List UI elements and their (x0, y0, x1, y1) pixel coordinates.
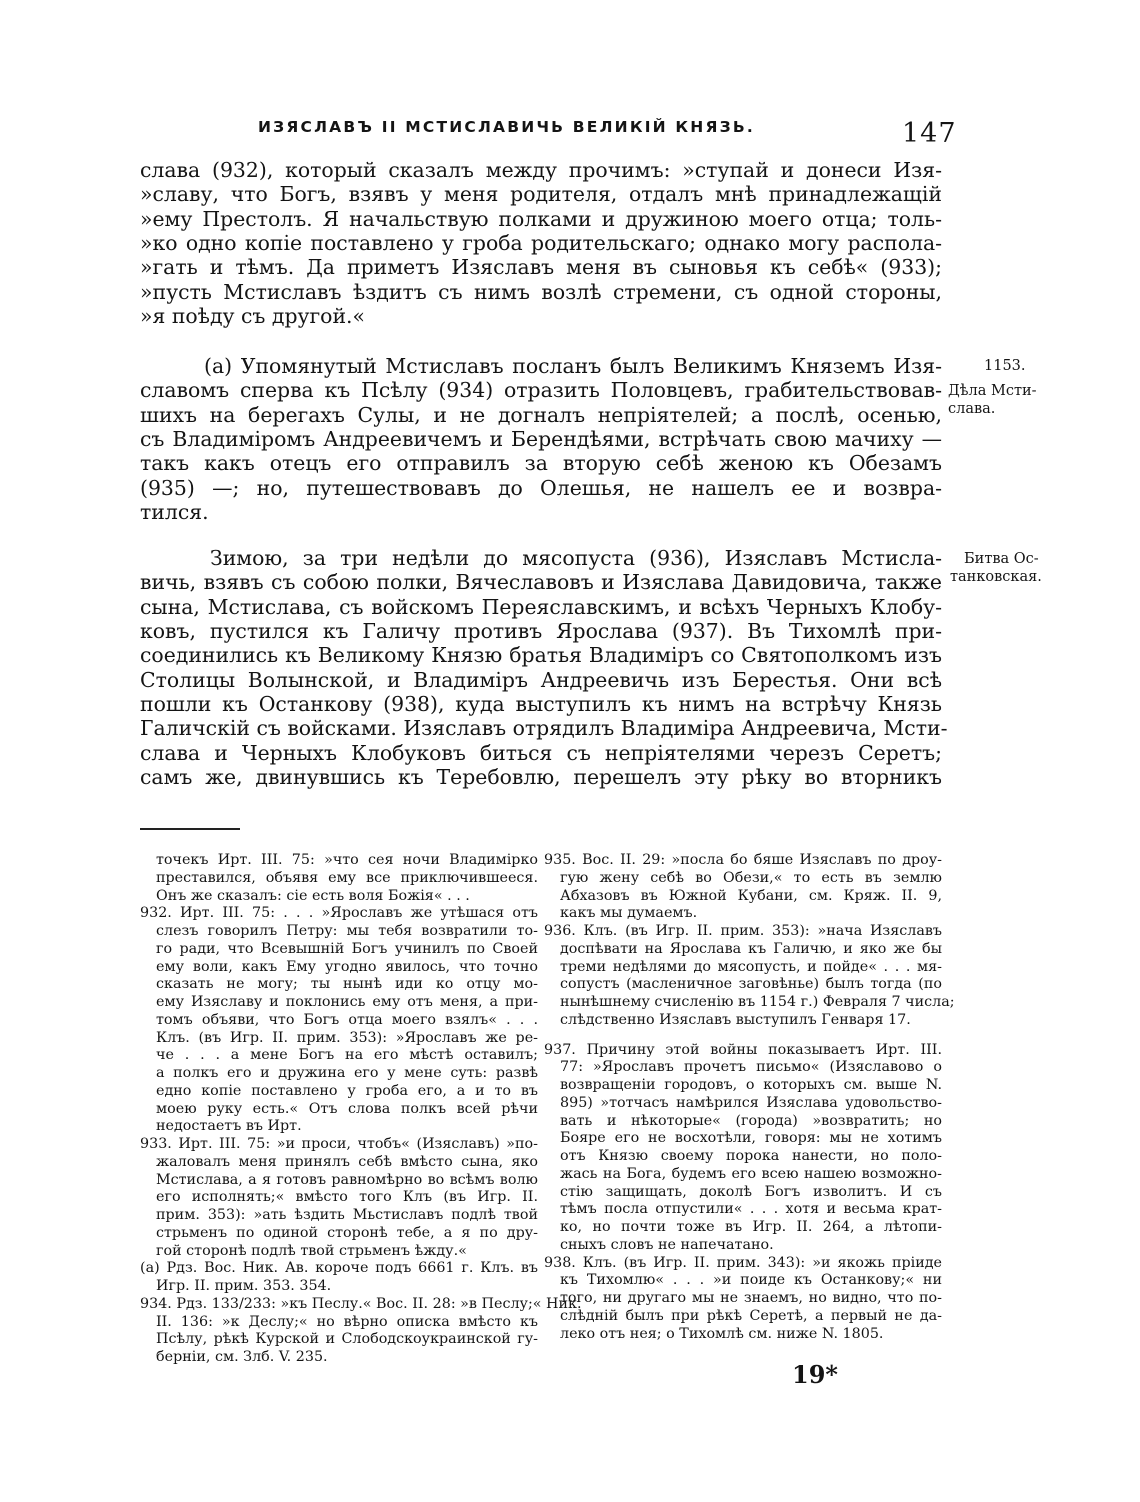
text-line: »славу, что Богъ, взявъ у меня родителя, отдалъ мнѣ принадлежащій (140, 182, 942, 207)
footnote-line: точекъ Ирт. III. 75: »что сея ночи Владимірко (156, 852, 538, 868)
footnote-line: ему воли, какъ Ему угодно явилось, что точно (156, 958, 538, 975)
text-line: »ему Престолъ. Я начальствую полками и дружиною моего отца; толь- (140, 206, 942, 231)
footnote-line: а полкъ его и дружина его у мене суть: развѣ (156, 1065, 538, 1081)
footnote-line: 77: »Ярославъ прочетъ письмо« (Изяславово о (560, 1059, 942, 1076)
footnote-line: Бояре его не восхотѣли, говоря: мы не хотимъ (560, 1130, 942, 1147)
footnote-line: доспѣвати на Ярослава къ Галичю, и яко же бы (560, 940, 942, 957)
text-line: »пусть Мстиславъ ѣздитъ съ нимъ возлѣ стремени, съ одной стороны, (140, 279, 942, 304)
margin-note-line: слава. (948, 401, 996, 417)
text-line: соединились къ Великому Князю братья Владиміръ со Святополкомъ изъ (140, 643, 942, 668)
margin-note-battle (950, 550, 1042, 586)
footnote-line: сныхъ словъ не напечатано. (560, 1236, 774, 1253)
text-line: Столицы Волынской, и Владиміръ Андреевичь изъ Берестья. Они всѣ (140, 667, 942, 692)
footnotes-left (140, 852, 582, 1367)
footnote-line: возвращеніи городовъ, о которыхъ см. выше N. (560, 1077, 942, 1093)
text-line: шихъ на берегахъ Сулы, и не догналъ непріятелей; а послѣ, осенью, (140, 402, 942, 427)
margin-note-year: 1153. (984, 358, 1026, 374)
margin-note-line: танковская. (950, 569, 1042, 585)
text-line: Зимою, за три недѣли до мясопуста (936), Изяславъ Мстисла- (210, 546, 942, 570)
footnote-line: того, ни другаго мы не знаемъ, но видно, что по- (560, 1290, 942, 1306)
footnote-line: гой сторонѣ подлѣ твой стрьменъ ѣжду.« (156, 1242, 467, 1259)
footnote-rule (140, 828, 240, 830)
footnote-line: че . . . а мене Богъ на его мѣстѣ оставилъ; (156, 1047, 538, 1064)
running-header: ИЗЯСЛАВЪ II МСТИСЛАВИЧЬ ВЕЛИКІЙ КНЯЗЬ. (258, 118, 755, 136)
text-line: такъ какъ отецъ его отправилъ за вторую себѣ женою къ Обезамъ (140, 451, 942, 476)
footnote-line: го ради, что Всевышній Богъ учинилъ по Своей (156, 940, 538, 957)
footnote-line: сопустъ (масленичное заговѣнье) былъ тогда (по (560, 976, 942, 993)
text-line: сына, Мстислава, съ войскомъ Переяславскимъ, и всѣхъ Черныхъ Клобу- (140, 594, 942, 619)
footnote-line: сказать не могу; ты нынѣ иди ко отцу мо- (156, 976, 538, 993)
footnote-line: слѣдственно Изяславъ выступилъ Генваря 17. (560, 1011, 911, 1028)
footnote-line: едно копіе поставлено у гроба его, а и то въ (156, 1082, 538, 1099)
footnote-line: Клъ. (въ Игр. II. прим. 353): »Ярославъ же ре- (156, 1029, 538, 1046)
footnote-line: 895) »тотчасъ намѣрился Изяслава удовольство- (560, 1094, 942, 1111)
main-paragraph-3 (140, 546, 948, 790)
footnote-line: отъ Князю своему порока нанести, но поло- (560, 1148, 942, 1164)
footnote-line: Онъ же сказалъ: сіе есть воля Божія« . . . (156, 887, 470, 904)
text-line: самъ же, двинувшись къ Теребовлю, перешелъ эту рѣку во вторникъ (140, 765, 942, 790)
main-paragraph-1 (140, 158, 942, 328)
footnote-line: треми недѣлями до мясопусть, и пойде« . . . мя- (560, 958, 942, 975)
footnotes-right (544, 852, 955, 1343)
margin-note-line: Битва Ос- (964, 551, 1039, 567)
text-line: (а) Упомянутый Мстиславъ посланъ былъ Великимъ Княземъ Изя- (204, 354, 942, 378)
margin-note-deeds (948, 382, 1037, 418)
footnote-line: гую жену себѣ во Обези,« то есть въ землю (560, 869, 942, 886)
footnote-line: недостаетъ въ Ирт. (156, 1118, 302, 1135)
footnote-line: ко, но почти тоже въ Игр. II. 264, а лѣтопи- (560, 1219, 942, 1235)
footnote-line: жаловалъ меня принялъ себѣ вмѣсто сына, яко (156, 1153, 538, 1170)
footnote-line: томъ объяви, что Богъ отца моего взялъ« . . . (156, 1011, 538, 1028)
page-number: 147 (902, 118, 957, 149)
text-line: слава (932), который сказалъ между прочимъ: »ступай и донеси Изя- (140, 158, 942, 182)
footnote-line: вать и нѣкоторые« (города) »возвратить; но (560, 1112, 942, 1129)
text-line: слава и Черныхъ Клобуковъ биться съ непріятелями черезъ Серетъ; (140, 740, 942, 765)
margin-note-line: Дѣла Мсти- (948, 383, 1037, 399)
footnote-line: прим. 353): »ать ѣздить Мьстиславъ подлѣ твой (156, 1207, 538, 1223)
footnote-line: 933. Ирт. III. 75: »и проси, чтобъ« (Изяславъ) »по- (140, 1136, 538, 1152)
text-line: Галичскій съ войсками. Изяславъ отрядилъ Владиміра Андреевича, Мсти- (140, 716, 948, 741)
footnote-line: II. 136: »к Деслу;« но вѣрно описка вмѣсто къ (156, 1313, 538, 1330)
footnote-line: стрьменъ по одиной сторонѣ тебе, а я по дру- (156, 1224, 538, 1241)
footnote-line: Абхазовъ въ Южной Кубани, см. Кряж. II. 9, (560, 887, 942, 904)
footnote-line: какъ мы думаемъ. (560, 905, 698, 922)
text-line: »гать и тѣмъ. Да приметъ Изяславъ меня въ сыновья къ себѣ« (933); (140, 255, 942, 280)
footnote-line: тѣмъ посла отпустили« . . . хотя и весьма крат- (560, 1201, 942, 1218)
footnote-line: нынѣшнему счисленію въ 1154 г.) Февраля 7 числа; (560, 994, 955, 1010)
footnote-line: стію защищать, доколѣ Богъ изволитъ. И съ (560, 1183, 942, 1200)
main-paragraph-2 (140, 354, 942, 524)
footnote-line: къ Тихомлю« . . . »и поиде къ Останкову;« ни (560, 1272, 942, 1289)
footnote-line: 932. Ирт. III. 75: . . . »Ярославъ же утѣшася отъ (140, 905, 538, 922)
footnote-line: Псѣлу, рѣкѣ Курской и Слободскоукраинской гу- (156, 1331, 538, 1348)
footnote-line: берніи, см. Злб. V. 235. (156, 1349, 328, 1365)
text-line: ковъ, пустился къ Галичу противъ Ярослава (937). Въ Тихомлѣ при- (140, 619, 942, 644)
footnote-line: леко отъ нея; о Тихомлѣ см. ниже N. 1805. (560, 1325, 884, 1342)
footnote-line: Мстислава, а я готовъ равномѣрно во всѣмъ волю (156, 1171, 538, 1188)
footnote-line: жась на Бога, будемъ его всею нашею возможно- (560, 1165, 942, 1182)
footnote-line: (а) Рдз. Вос. Ник. Ав. короче подъ 6661 г. Клъ. въ (140, 1260, 538, 1277)
footnote-line: слезъ говорилъ Петру: мы тебя возвратили то- (156, 923, 538, 939)
footnote-line: моею руку есть.« Отъ слова полкъ всей рѣчи (156, 1100, 538, 1117)
footnote-line: 937. Причину этой войны показываетъ Ирт. III. (544, 1041, 942, 1058)
text-line: пошли къ Останкову (938), куда выступилъ къ нимъ на встрѣчу Князь (140, 692, 942, 717)
footnote-line: 938. Клъ. (въ Игр. II. прим. 343): »и якожь пріиде (544, 1254, 942, 1271)
footnote-line: слѣдній былъ при рѣкѣ Серетѣ, а первый не да- (560, 1307, 942, 1324)
text-line: славомъ сперва къ Псѣлу (934) отразить Половцевъ, грабительствовав- (140, 378, 942, 403)
footnote-line: преставился, объявя ему все приключившееся. (156, 869, 538, 886)
footnote-line: ему Изяславу и поклонись ему отъ меня, а при- (156, 994, 538, 1010)
footnote-line: его исполнять;« вмѣсто того Клъ (въ Игр. II. (156, 1189, 538, 1206)
footnote-line: 936. Клъ. (въ Игр. II. прим. 353): »нача Изяславъ (544, 923, 942, 939)
footnote-line: 934. Рдз. 133/233: »къ Песлу.« Вос. II. 28: »в Песлу;« Ник. (140, 1295, 582, 1312)
text-line: »я поѣду съ другой.« (140, 304, 366, 329)
signature-mark: 19* (792, 1360, 838, 1389)
text-line: съ Владиміромъ Андреевичемъ и Берендѣями, встрѣчать свою мачиху — (140, 427, 942, 452)
footnote-line: Игр. II. прим. 353. 354. (156, 1278, 332, 1294)
text-line: вичь, взявъ съ собою полки, Вячеславовъ и Изяслава Давидовича, также (140, 570, 942, 595)
footnote-line: 935. Вос. II. 29: »посла бо бяше Изяславъ по дроу- (544, 852, 942, 868)
text-line: тился. (140, 500, 209, 525)
text-line: »ко одно копіе поставлено у гроба родительскаго; однако могу распола- (140, 231, 942, 256)
text-line: (935) —; но, путешествовавъ до Олешья, не нашелъ ее и возвра- (140, 475, 942, 500)
